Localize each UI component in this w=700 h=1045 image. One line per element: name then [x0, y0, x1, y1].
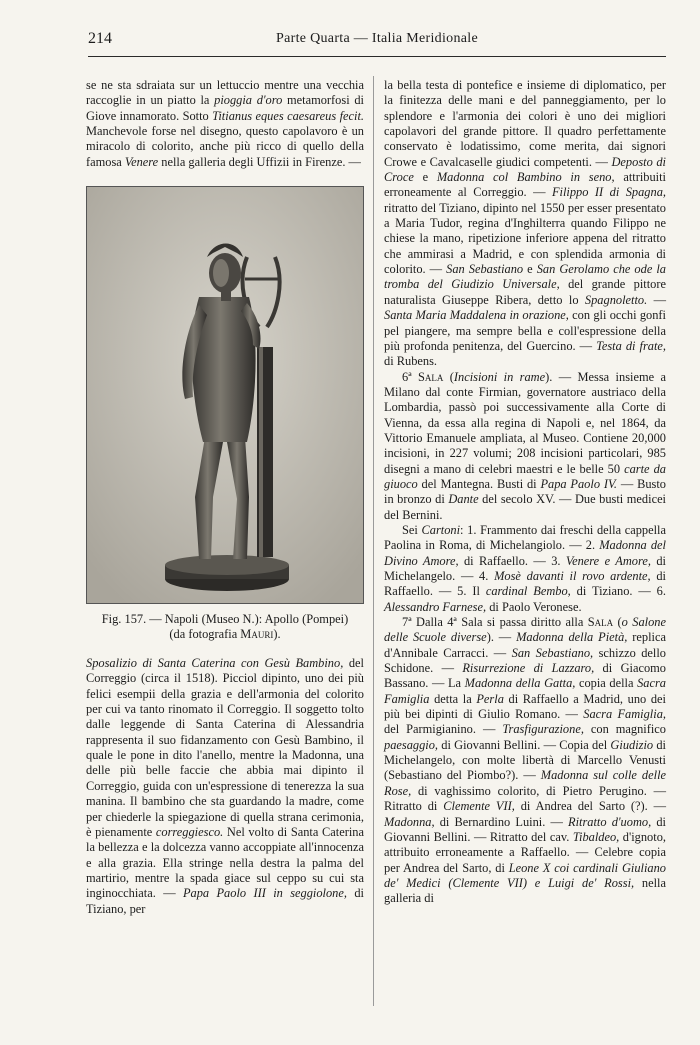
small-caps-text: Sala — [418, 369, 444, 384]
text-run: ( — [443, 369, 454, 384]
text-run: del grande pittore naturalista Giuseppe Ribera, detto lo — [384, 277, 666, 307]
text-run: schizzo dello Schidone. — — [384, 645, 666, 676]
text-run: di Michelangelo. — 4. — [384, 553, 666, 583]
text-run: la bella testa di pontefice e insieme di diplomatico, per la finitezza delle mani e del panneggiamento, per lo splendore e l'armonia dei colori è uno dei migliori capolavori del grande pittore. Il quadro perfettamente conservato è lodatissimo, come merita, dai signori Crowe e Cavalcaselle giudici competenti. — — [384, 78, 666, 169]
italic-text: Trasfigurazione, — [502, 722, 584, 737]
text-run: di Andrea del Sarto (?). — — [514, 799, 666, 814]
italic-text: Alessandro Farnese, — [384, 599, 487, 614]
italic-text: Cartoni — [421, 522, 461, 537]
running-title: Parte Quarta — Italia Meridionale — [276, 31, 478, 46]
italic-text: Spagnoletto. — [584, 292, 648, 307]
italic-text: Giudizio — [610, 737, 654, 752]
italic-text: Testa di frate, — [596, 338, 666, 353]
caption-post: ). — [273, 627, 281, 642]
italic-text: o Salone delle Scuole diverse — [384, 615, 666, 645]
left-column — [86, 78, 364, 917]
text-run: di Michelangelo, con molte libertà di Marcello Venusti (Sebastiano del Piombo?). — — [384, 737, 666, 783]
italic-text: Venere — [124, 154, 159, 169]
italic-text: Deposto di Croce — [384, 154, 666, 185]
italic-text: Sposalizio di Santa Caterina con Gesù Bambino, — [86, 656, 344, 671]
figure-caption-credit-line — [86, 627, 364, 642]
text-run: e — [523, 262, 537, 277]
italic-text: Ritratto d'uomo, — [568, 814, 652, 829]
text-run: se ne sta sdraiata sur un lettuccio mentre una vecchia raccoglie in un piatto la — [86, 78, 364, 108]
text-run: ). — — [486, 630, 517, 645]
italic-text: correggiesco. — [155, 824, 224, 839]
right-paragraph-1 — [384, 78, 666, 370]
caption-credit: Mauri — [240, 627, 274, 642]
text-run: attribuiti erroneamente al Correggio. — — [384, 170, 666, 200]
italic-text: Leone X coi cardinali Giuliano de' Medici (Clemente VII) e Luigi de' Rossi, — [384, 860, 666, 890]
text-run: di Raffaello. — 5. Il — [384, 569, 666, 599]
text-run: nella galleria degli Uffizii in Firenze. — — [158, 154, 361, 169]
text-run: con magnifico — [583, 722, 666, 737]
text-run: del Mantegna. Busti di — [417, 476, 541, 491]
italic-text: Madonna sul colle delle Rose, — [384, 768, 667, 798]
right-paragraph-3 — [384, 523, 666, 615]
text-run: di Giacomo Bassano. — La — [384, 661, 666, 691]
text-run: del Parmigianino. — — [384, 722, 503, 737]
text-run: copia della — [575, 676, 638, 691]
text-run: di Tiziano. — 6. — [570, 584, 666, 599]
italic-text: Clemente VII, — [443, 799, 515, 814]
text-run: d'ignoto, attribuito erroneamente a Raffaello. — Celebre copia per Andrea del Sarto, di — [384, 829, 666, 875]
italic-text: Santa Maria Maddalena in orazione, — [384, 308, 569, 323]
italic-text: Sacra Famiglia — [384, 676, 666, 706]
italic-text: Titianus eques caesareus fecit. — [212, 108, 364, 123]
italic-text: pioggia d'oro — [214, 93, 283, 108]
column-separator — [373, 76, 374, 1006]
italic-text: Papa Paolo III in seggiolone, — [182, 886, 347, 901]
left-paragraph-2 — [86, 656, 364, 917]
italic-text: Venere e Amore, — [565, 553, 651, 568]
right-paragraph-4 — [384, 615, 666, 907]
italic-text: cardinal Bembo, — [485, 584, 571, 599]
italic-text: Risurrezione di Lazzaro, — [462, 661, 595, 676]
apollo-figure — [86, 186, 364, 604]
text-run: di Paolo Veronese. — [486, 599, 582, 614]
caption-pre: (da fotografia — [169, 627, 241, 642]
page-number: 214 — [88, 30, 112, 47]
text-run: di Raffaello a Madrid, uno dei più bei dipinti di Giulio Romano. — — [384, 691, 666, 722]
text-run: di Rubens. — [384, 354, 438, 369]
figure-caption — [86, 612, 364, 642]
italic-text: Madonna della Gatta, — [464, 676, 576, 691]
text-run: e — [413, 170, 437, 185]
page-header — [88, 30, 666, 57]
text-run: ( — [613, 615, 622, 630]
italic-text: Incisioni in rame — [453, 369, 546, 384]
italic-text: Sacra Famiglia, — [583, 707, 666, 722]
text-run: di vaghissimo colorito, di Pietro Perugino. — Ritratto di — [384, 783, 666, 814]
text-run: 7ª Dalla 4ª Sala si passa diritto alla — [402, 615, 588, 630]
text-run: di Giovanni Bellini. — Ritratto del cav. — [384, 814, 666, 844]
apollo-statue-illustration — [87, 187, 364, 604]
italic-text: paesaggio, — [384, 737, 439, 752]
italic-text: carte da giuoco — [384, 461, 666, 491]
text-run: di Giovanni Bellini. — Copia del — [438, 737, 611, 752]
text-run: metamorfosi di Giove innamorato. Sotto — [86, 93, 364, 123]
italic-text: Perla — [476, 691, 504, 706]
text-run: ). — Messa insieme a Milano dal conte Firmian, governatore austriaco della Lombardia, passò poi successivamente alla Corte di Vienna, da essa alla regina di Napoli e, nel 1864, da Vittorio Emanuele ampliata, al Museo. Contiene 20,000 incisioni, in 227 volumi; 208 incisioni particolari, 985 disegni a mano di celebri maestri e le belle 50 — [384, 369, 666, 476]
text-run: di Bernardino Luini. — — [434, 814, 569, 829]
figure-caption-main: Fig. 157. — Napoli (Museo N.): Apollo (Pompei) — [101, 612, 349, 627]
italic-text: Tibaldeo, — [572, 829, 620, 844]
italic-text: Madonna col Bambino in seno, — [436, 170, 615, 185]
text-run: replica d'Annibale Carracci. — — [384, 630, 667, 660]
text-run: ritratto del Tiziano, dipinto nel 1550 per esser presentato a Maria Tudor, regina d'Inghilterra quando Filippo ne chiese la mano, ripetizione inferiore appena del ritratto che ammirasi a Madrid, e con splendida armonia di colorito. — — [384, 200, 666, 277]
text-run: : 1. Frammento dai freschi della cappella Paolina in Roma, di Michelangiolo. — 2. — [384, 522, 666, 553]
text-run: detta la — [429, 691, 477, 706]
italic-text: Dante — [448, 492, 479, 507]
text-run: del secolo XV. — Due busti medicei del Bernini. — [384, 492, 667, 522]
italic-text: Papa Paolo IV. — [540, 476, 618, 491]
italic-text: San Sebastiano, — [511, 645, 594, 660]
text-run: — Busto in bronzo di — [384, 476, 666, 507]
text-run: di Tiziano, per — [86, 886, 364, 916]
text-run: Nel volto di Santa Caterina la bellezza e la dolcezza vanno accoppiate all'innocenza e alla grazia. Ella stringe nella destra la palma del martirio, mentre la spada giace sul ceppo su cui sta inginocchiata. — — [86, 824, 364, 901]
italic-text: Madonna, — [384, 814, 435, 829]
text-run: di Raffaello. — 3. — [458, 553, 566, 568]
italic-text: Mosè davanti il rovo ardente, — [494, 569, 651, 583]
italic-text: San Sebastiano — [446, 262, 524, 277]
small-caps-text: Sala — [587, 615, 614, 630]
italic-text: San Gerolamo che ode la tromba del Giudizio Universale, — [384, 262, 666, 292]
text-run: — — [647, 292, 666, 307]
text-run: del Correggio (circa il 1518). Picciol dipinto, uno dei più felici esempii della grazia e dell'armonia del colorito per cui va tanto rinomato il Correggio. Il soggetto tolto dalle leggende di Santa Caterina di Alessandria rappresenta il suo fidanzamento con Gesù Bambino, il quale le pone in dito l'anello, mentre la Madonna, una delle più belle faccie che abbia mai dipinto il Correggio, guida con un'espressione di tenerezza la sua manina. Il bambino che sta guardando la madre, come per chiederle la spiegazione di quella strana cerimonia, è pienamente — [86, 656, 364, 839]
text-run: con gli occhi gonfi pel piangere, ma sempre bella e coll'espressione della più profonda penitenza, del Guercino. — — [384, 308, 666, 353]
right-column — [384, 78, 666, 907]
text-run: 6ª — [402, 369, 418, 384]
text-run: Manchevole forse nel disegno, questo capolavoro è un miracolo di colorito, anche più ricco di quello della famosa — [86, 124, 364, 169]
italic-text: Madonna della Pietà, — [516, 630, 628, 645]
left-paragraph-1 — [86, 78, 364, 170]
italic-text: Madonna del Divino Amore, — [384, 538, 666, 568]
text-run: Sei — [402, 522, 422, 537]
right-paragraph-2 — [384, 370, 666, 523]
italic-text: Filippo II di Spagna, — [551, 185, 666, 200]
text-run: nella galleria di — [384, 875, 666, 906]
